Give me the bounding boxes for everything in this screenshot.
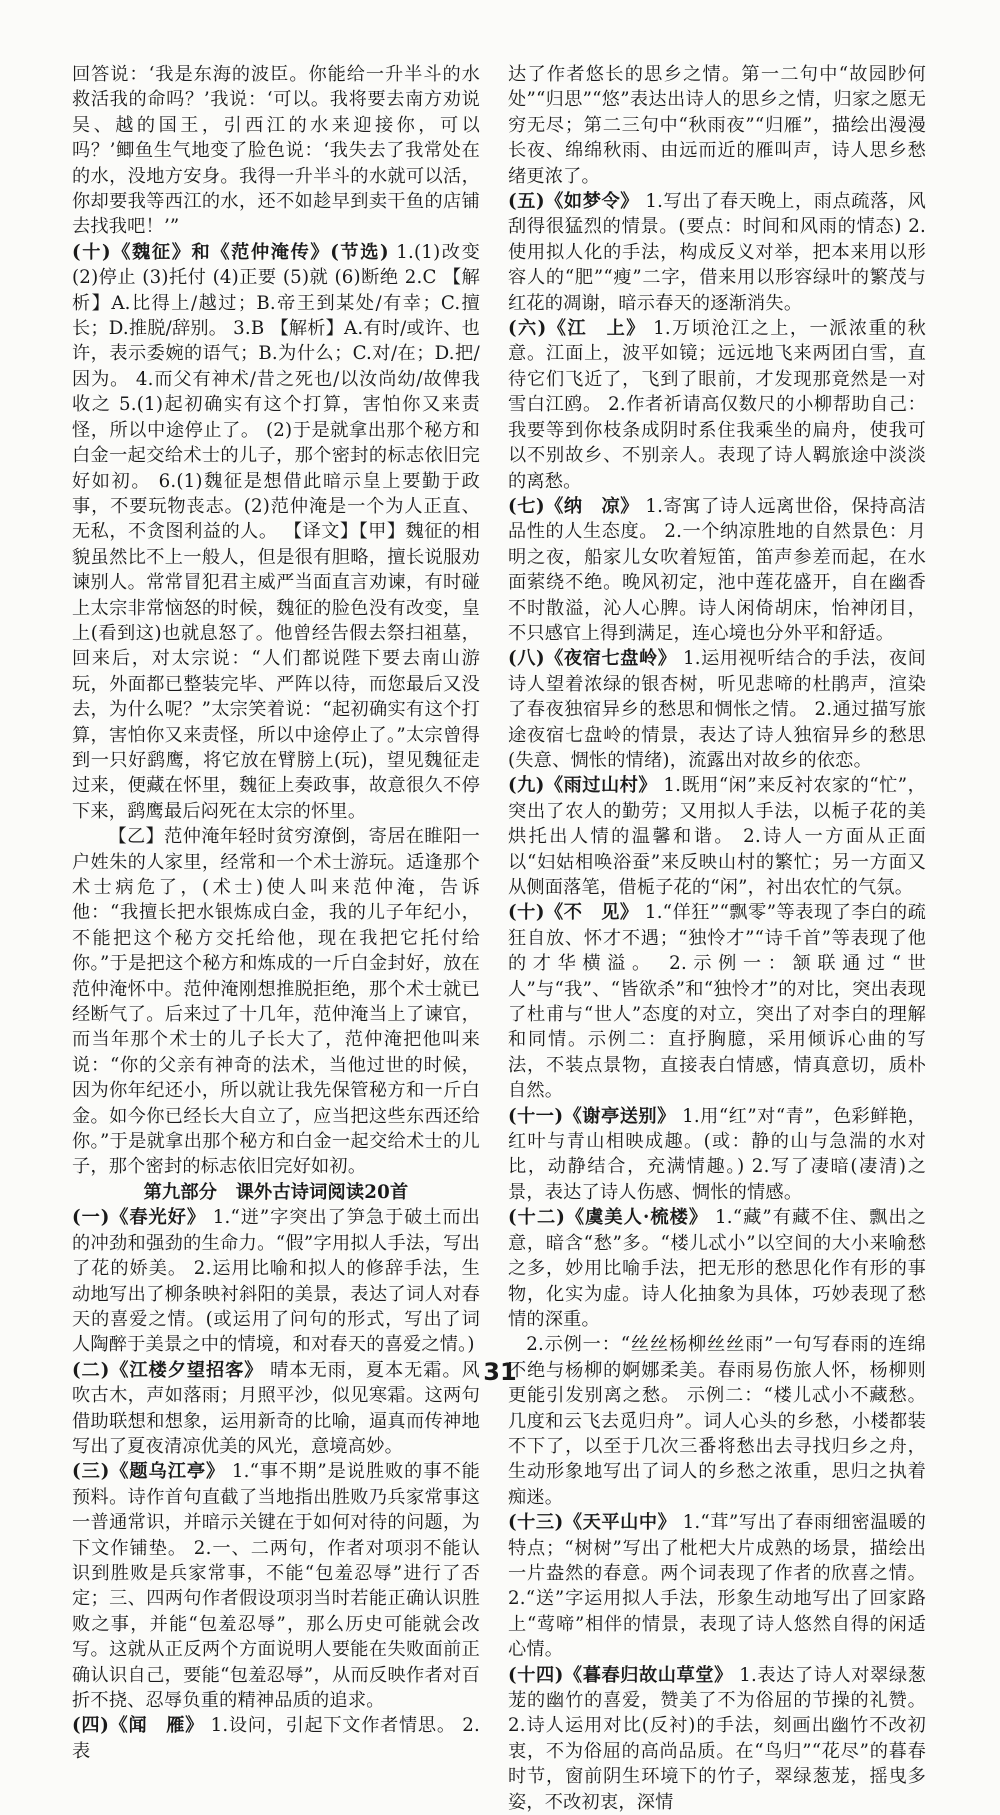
answer-paragraph xyxy=(508,189,926,316)
answer-paragraph xyxy=(508,646,926,773)
answer-text: 1.万顷沧江之上，一派浓重的秋意。江面上，波平如镜；远远地飞来两团白雪，直待它们飞近了，飞到了眼前，才发现那竟然是一对雪白江鸥。 2.作者祈请高仅数尺的小柳帮助自己：我要等到你枝条成阴时系住我乘坐的扁舟，使我可以不别故乡、不别亲人。表现了诗人羁旅途中淡淡的离愁。 xyxy=(508,318,926,492)
question-heading: (十一)《谢亭送别》 xyxy=(508,1105,676,1127)
answer-paragraph xyxy=(508,1663,926,1815)
answer-text: 1.运用视听结合的手法，夜间诗人望着浓绿的银杏树，听见悲啼的杜鹃声，渲染了春夜独宿异乡的愁思和惆怅之情。 2.通过描写旅途夜宿七盘岭的情景，表达了诗人独宿异乡的愁思(失意、惆怅的情绪)，流露出对故乡的依恋。 xyxy=(508,648,926,771)
question-heading: (九)《雨过山村》 xyxy=(508,775,658,797)
answer-paragraph xyxy=(72,1713,480,1764)
answer-paragraph: 达了作者悠长的思乡之情。第一二句中“故园眇何处”“归思”“悠”表达出诗人的思乡之情，归家之愿无穷无尽；第二三句中“秋雨夜”“归雁”，描绘出漫漫长夜、绵绵秋雨、由远而近的雁叫声，诗人思乡愁绪更浓了。 xyxy=(508,64,926,187)
answer-text: 1.既用“闲”来反衬农家的“忙”，突出了农人的勤劳；又用拟人手法，以栀子花的美烘托出人情的温馨和谐。 2.诗人一方面从正面以“妇姑相唤浴蚕”来反映山村的繁忙；另一方面又从侧面落笔，借栀子花的“闲”，衬出农忙的气氛。 xyxy=(508,775,926,898)
translation-paragraph: 【乙】范仲淹年轻时贫穷潦倒，寄居在睢阳一户姓朱的人家里，经常和一个术士游玩。适逢那个术士病危了，(术士)使人叫来范仲淹，告诉他：“我擅长把水银炼成白金，我的儿子年纪小，不能把这个秘方交托给他，现在我把它托付给你。”于是把这个秘方和炼成的一斤白金封好，放在范仲淹怀中。范仲淹刚想推脱拒绝，那个术士就已经断气了。后来过了十几年，范仲淹当上了谏官，而当年那个术士的儿子长大了，范仲淹把他叫来说：“你的父亲有神奇的法术，当他过世的时候，因为你年纪还小，所以就让我先保管秘方和一斤白金。如今你已经长大自立了，应当把这些东西还给你。”于是就拿出那个秘方和白金一起交给术士的儿子，那个密封的标志依旧完好如初。 xyxy=(72,826,480,1178)
left-column xyxy=(72,62,480,1764)
question-heading: (四)《闻 雁》 xyxy=(72,1715,205,1737)
page-number: 31 xyxy=(483,1358,517,1386)
answer-text: 1.“茸”写出了春雨细密温暖的特点；“树树”写出了枇杷大片成熟的场景，描绘出一片盎然的春意。两个词表现了作者的欣喜之情。 2.“送”字运用拟人手法，形象生动地写出了回家路上“莺啼”相伴的情景，表现了诗人悠然自得的闲适心情。 xyxy=(508,1512,926,1661)
answer-text: 1.“藏”有藏不住、飘出之意，暗含“愁”多。“楼儿忒小”以空间的大小来喻愁之多，妙用比喻手法，把无形的愁思化作有形的事物，化实为虚。诗人化抽象为具体，巧妙表现了愁情的深重。 xyxy=(508,1207,926,1330)
answer-text: 1.用“红”对“青”，色彩鲜艳，红叶与青山相映成趣。(或：静的山与急湍的水对比，动静结合，充满情趣。) 2.写了凄暗(凄清)之景，表达了诗人伤感、惆怅的情感。 xyxy=(508,1105,926,1203)
answer-paragraph xyxy=(508,316,926,494)
answer-paragraph xyxy=(72,240,480,824)
question-heading: (十二)《虞美人·梳楼》 xyxy=(508,1207,709,1229)
question-heading: (十四)《暮春归故山草堂》 xyxy=(508,1664,733,1686)
answer-text: 晴本无雨，夏本无霜。风吹古木，声如落雨；月照平沙，似见寒霜。这两句借助联想和想象，运用新奇的比喻，逼真而传神地写出了夏夜清凉优美的风光，意境高妙。 xyxy=(72,1359,480,1457)
question-heading: (六)《江 上》 xyxy=(508,318,646,340)
answer-paragraph xyxy=(508,1205,926,1332)
answer-paragraph xyxy=(72,1459,480,1713)
answer-text: 1.“迸”字突出了笋急于破土而出的冲劲和强劲的生命力。“假”字用拟人手法，写出了花的娇美。 2.运用比喻和拟人的修辞手法，生动地写出了柳条映衬斜阳的美景，表达了词人对春天的喜爱之情。(或运用了问句的形式，写出了词人陶醉于美景之中的情境，和对春天的喜爱之情。) xyxy=(72,1207,480,1356)
answer-paragraph: 回答说：‘我是东海的波臣。你能给一升半斗的水救活我的命吗？’我说：‘可以。我将要去南方劝说吴、越的国王，引西江的水来迎接你，可以吗？’鲫鱼生气地变了脸色说：‘我失去了我常处在的水，没地方安身。我得一升半斗的水就可以活，你却要我等西江的水，还不如趁早到卖干鱼的店铺去找我吧！’” xyxy=(72,64,480,238)
answer-paragraph xyxy=(508,1510,926,1662)
section-title: 第九部分 课外古诗词阅读20首 xyxy=(143,1181,409,1203)
answer-text: 1.“事不期”是说胜败的事不能预料。诗作首句直截了当地指出胜败乃兵家常事这一普通常识，并暗示关键在于如何对待的问题，为下文作铺垫。 2.一、二两句，作者对项羽不能认识到胜败是兵家常事，不能“包羞忍辱”进行了否定；三、四两句作者假设项羽当时若能正确认识胜败之事，并能“包羞忍辱”，那么历史可能就会改写。这就从正反两个方面说明人要能在失败面前正确认识自己，要能“包羞忍辱”，从而反映作者对百折不挠、忍辱负重的精神品质的追求。 xyxy=(72,1461,481,1711)
answer-paragraph xyxy=(508,900,926,1103)
answer-paragraph xyxy=(508,1104,926,1206)
answer-paragraph: 2.示例一：“丝丝杨柳丝丝雨”一句写春雨的连绵不绝与杨柳的婀娜柔美。春雨易伤旅人怀，杨柳则更能引发别离之愁。 示例二：“楼儿忒小不藏愁。几度和云飞去觅归舟”。词人心头的乡愁，小楼都装不下了，以至于几次三番将愁出去寻找归乡之舟，生动形象地写出了词人的乡愁之浓重，思归之执着痴迷。 xyxy=(508,1334,926,1508)
answer-text: 1.表达了诗人对翠绿葱茏的幽竹的喜爱，赞美了不为俗屈的节操的礼赞。 2.诗人运用对比(反衬)的手法，刻画出幽竹不改初衷，不为俗屈的高尚品质。在“鸟归”“花尽”的暮春时节，窗前阴生环境下的竹子，翠绿葱茏，摇曳多姿，不改初衷，深情 xyxy=(508,1664,926,1813)
question-heading: (十)《魏征》和《范仲淹传》(节选) xyxy=(72,241,389,263)
question-heading: (七)《纳 凉》 xyxy=(508,495,640,517)
answer-paragraph xyxy=(72,1205,480,1357)
question-heading: (五)《如梦令》 xyxy=(508,191,640,213)
answer-paragraph xyxy=(508,494,926,646)
answer-text: 1.“佯狂”“飘零”等表现了李白的疏狂自放、怀才不遇；“独怜才”“诗千首”等表现了他的才华横溢。 2.示例一：颔联通过“世人”与“我”、“皆欲杀”和“独怜才”的对比，突出表现了杜甫与“世人”态度的对立，突出了对李白的理解和同情。示例二：直抒胸臆，采用倾诉心曲的写法，不装点景物，直接表白情感，情真意切，质朴自然。 xyxy=(508,902,926,1102)
question-heading: (一)《春光好》 xyxy=(72,1207,206,1229)
answer-text: 1.设问，引起下文作者情思。 2.表 xyxy=(72,1715,480,1762)
answer-text: 1.(1)改变 (2)停止 (3)托付 (4)正要 (5)就 (6)断绝 2.C 【解析】A.比得上/越过；B.帝王到某处/有幸；C.擅长；D.推脱/辞别。 3.B 【解析】A.有时/或许、也许，表示委婉的语气；B.为什么；C.对/在；D.把/因为。 4.而父有神术/昔之死也/以汝尚幼/故俾我收之 5.(1)起初确实有这个打算，害怕你又来责怪，所以中途停止了。 (2)于是就拿出那个秘方和白金一起交给术士的儿子，那个密封的标志依旧完好如初。 6.(1)魏征是想借此暗示皇上要勤于政事，不要玩物丧志。(2)范仲淹是一个为人正直、无私，不贪图利益的人。 【译文】【甲】魏征的相貌虽然比不上一般人，但是很有胆略，擅长说服劝谏别人。常常冒犯君主威严当面直言劝谏，有时碰上太宗非常恼怒的时候，魏征的脸色没有改变，皇上(看到这)也就息怒了。他曾经告假去祭扫祖墓，回来后，对太宗说：“人们都说陛下要去南山游玩，外面都已整装完毕、严阵以待，而您最后又没去，为什么呢？”太宗笑着说：“起初确实有这个打算，害怕你又来责怪，所以中途停止了。”太宗曾得到一只好鹞鹰，将它放在臂膀上(玩)，望见魏征走过来，便藏在怀里，魏征上奏政事，故意很久不停下来，鹞鹰最后闷死在太宗的怀里。 xyxy=(72,241,481,822)
question-heading: (二)《江楼夕望招客》 xyxy=(72,1359,264,1381)
right-column xyxy=(508,62,926,1815)
answer-text: 1.写出了春天晚上，雨点疏落，风刮得很猛烈的情景。(要点：时间和风雨的情态) 2.使用拟人化的手法，构成反义对举，把本来用以形容人的“肥”“瘦”二字，借来用以形容绿叶的繁茂与红花的凋谢，暗示春天的逐渐消失。 xyxy=(508,191,926,314)
question-heading: (八)《夜宿七盘岭》 xyxy=(508,648,677,670)
answer-paragraph xyxy=(508,773,926,900)
question-heading: (十三)《天平山中》 xyxy=(508,1512,677,1534)
question-heading: (十)《不 见》 xyxy=(508,902,639,924)
question-heading: (三)《题乌江亭》 xyxy=(72,1461,226,1483)
answer-text: 1.寄寓了诗人远离世俗，保持高洁品性的人生态度。 2.一个纳凉胜地的自然景色：月明之夜，船家儿女吹着短笛，笛声参差而起，在水面萦绕不绝。晚风初定，池中莲花盛开，自在幽香不时散溢，沁人心脾。诗人闲倚胡床，怡神闭目，不只感官上得到满足，连心境也分外平和舒适。 xyxy=(508,495,926,644)
